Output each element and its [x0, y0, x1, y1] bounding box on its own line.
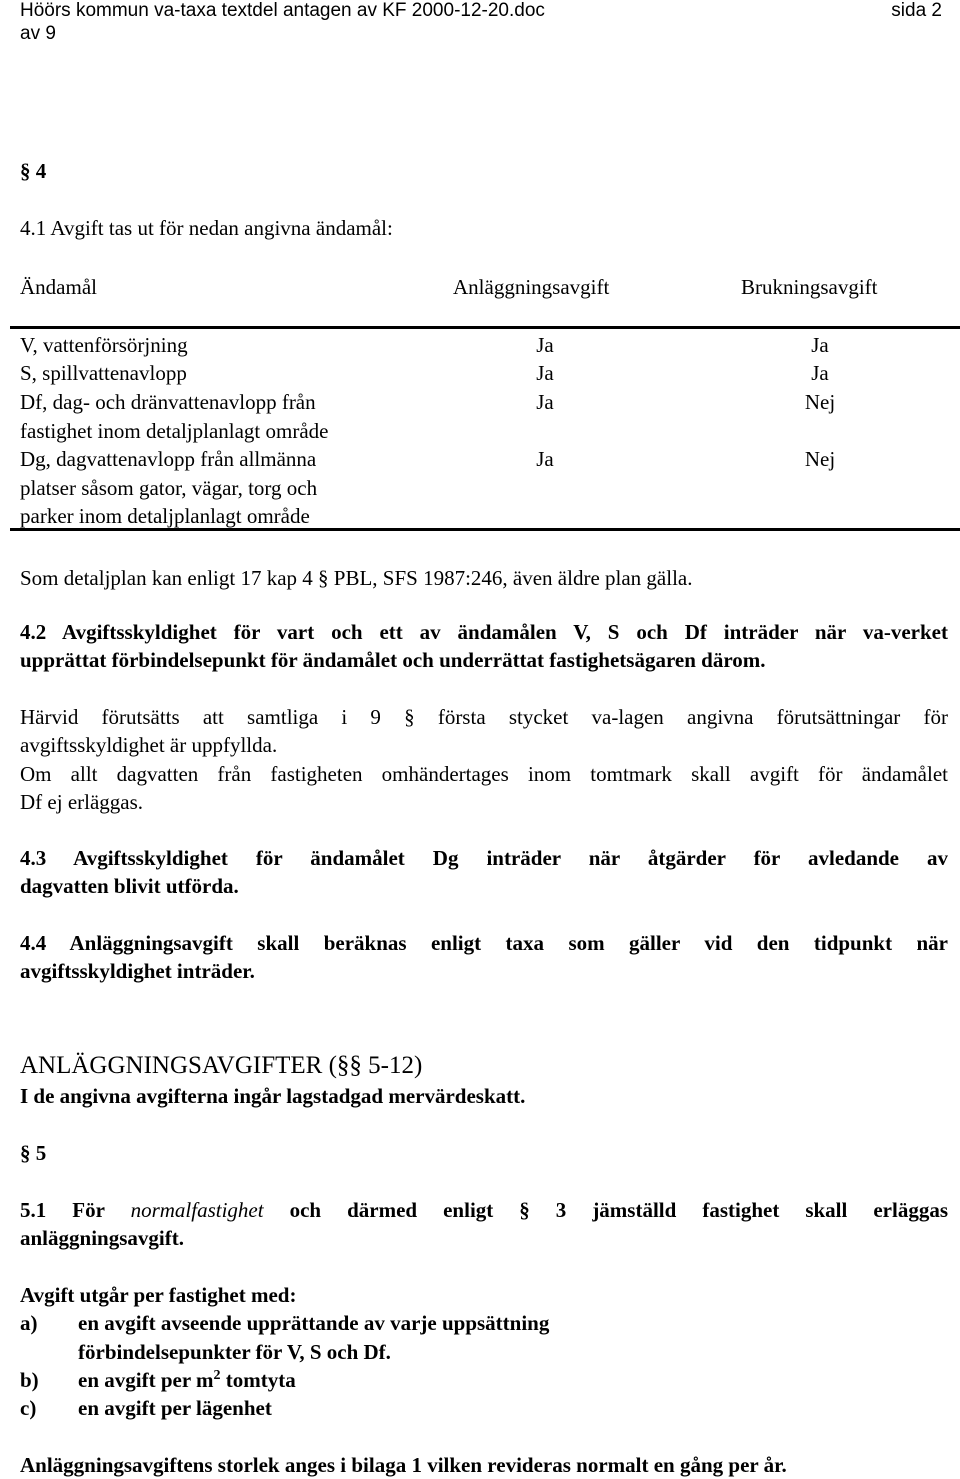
paragraph-4-2-line2: upprättat förbindelsepunkt för ändamålet och underrättat fastighetsägaren därom.: [20, 648, 766, 672]
list-text: en avgift avseende upprättande av varje uppsättning: [78, 1311, 550, 1335]
list-text: en avgift per lägenhet: [78, 1396, 272, 1420]
table-header-connection-fee: Anläggningsavgift: [453, 275, 610, 299]
row-purpose: V, vattenförsörjning: [20, 333, 188, 357]
list-item: [20, 1309, 549, 1337]
p51-italic-term: normalfastighet: [130, 1198, 264, 1222]
list-item-cont: [20, 1338, 391, 1366]
list-text: en avgift per m: [78, 1368, 214, 1392]
fee-intro: Avgift utgår per fastighet med:: [20, 1283, 297, 1307]
row-connection-fee: Ja: [536, 361, 554, 385]
section-4-heading: § 4: [20, 159, 47, 183]
harvid-line1: Härvid förutsätts att samtliga i 9 § första stycket va-lagen angivna förutsättningar för: [20, 705, 948, 729]
row-connection-fee: Ja: [536, 447, 554, 471]
row-connection-fee: Ja: [536, 390, 554, 414]
list-marker: b): [20, 1368, 39, 1392]
list-text-after: tomtyta: [225, 1368, 296, 1392]
row-purpose-cont: parker inom detaljplanlagt område: [20, 504, 310, 528]
paragraph-5-1-line2: anläggningsavgift.: [20, 1226, 184, 1250]
row-usage-fee: Nej: [804, 447, 836, 471]
paragraph-4-1: 4.1 Avgift tas ut för nedan angivna ändamål:: [20, 216, 393, 240]
list-superscript: 2: [213, 1368, 221, 1383]
row-usage-fee: Nej: [804, 390, 836, 414]
fee-size-note: Anläggningsavgiftens storlek anges i bilaga 1 vilken revideras normalt en gång per år.: [20, 1453, 787, 1477]
document-title: Höörs kommun va-taxa textdel antagen av KF 2000-12-20.doc: [20, 0, 545, 21]
row-usage-fee: Ja: [811, 361, 829, 385]
paragraph-4-3-line1: 4.3 Avgiftsskyldighet för ändamålet Dg inträder när åtgärder för avledande av: [20, 846, 948, 870]
page-number: sida 2: [891, 0, 942, 21]
p51-suffix: och därmed enligt § 3 jämställd fastighet skall erläggas: [289, 1198, 949, 1222]
list-text: förbindelsepunkter för V, S och Df.: [78, 1340, 391, 1364]
table-header-rule: [10, 326, 960, 329]
list-item: [20, 1394, 272, 1422]
row-purpose-cont: fastighet inom detaljplanlagt område: [20, 419, 329, 443]
list-item: [20, 1366, 296, 1394]
section-5-heading: § 5: [20, 1141, 47, 1165]
row-connection-fee: Ja: [536, 333, 554, 357]
list-marker: c): [20, 1396, 37, 1420]
row-usage-fee: Ja: [811, 333, 829, 357]
p51-prefix: 5.1 För: [20, 1198, 105, 1222]
paragraph-4-3-line2: dagvatten blivit utförda.: [20, 874, 239, 898]
omallt-line1: Om allt dagvatten från fastigheten omhändertages inom tomtmark skall avgift för ändamålet: [20, 762, 948, 786]
list-marker: a): [20, 1311, 38, 1335]
page-total: av 9: [20, 23, 56, 44]
section-subtitle: I de angivna avgifterna ingår lagstadgad mervärdeskatt.: [20, 1084, 526, 1108]
harvid-line2: avgiftsskyldighet är uppfyllda.: [20, 733, 278, 757]
table-header-purpose: Ändamål: [20, 275, 97, 299]
paragraph-4-4-line2: avgiftsskyldighet inträder.: [20, 959, 255, 983]
detail-plan-note: Som detaljplan kan enligt 17 kap 4 § PBL, SFS 1987:246, även äldre plan gälla.: [20, 566, 693, 590]
table-bottom-rule: [10, 528, 960, 531]
table-header-usage-fee: Brukningsavgift: [741, 275, 878, 299]
paragraph-5-1-line1: [20, 1196, 948, 1224]
paragraph-4-2-line1: 4.2 Avgiftsskyldighet för vart och ett av ändamålen V, S och Df inträder när va-verket: [20, 620, 948, 644]
row-purpose: Df, dag- och dränvattenavlopp från: [20, 390, 316, 414]
row-purpose: S, spillvattenavlopp: [20, 361, 187, 385]
row-purpose: Dg, dagvattenavlopp från allmänna: [20, 447, 317, 471]
paragraph-4-4-line1: 4.4 Anläggningsavgift skall beräknas enligt taxa som gäller vid den tidpunkt när: [20, 931, 948, 955]
row-purpose-cont: platser såsom gator, vägar, torg och: [20, 476, 318, 500]
omallt-line2: Df ej erläggas.: [20, 790, 144, 814]
section-title: ANLÄGGNINGSAVGIFTER (§§ 5-12): [20, 1052, 423, 1079]
